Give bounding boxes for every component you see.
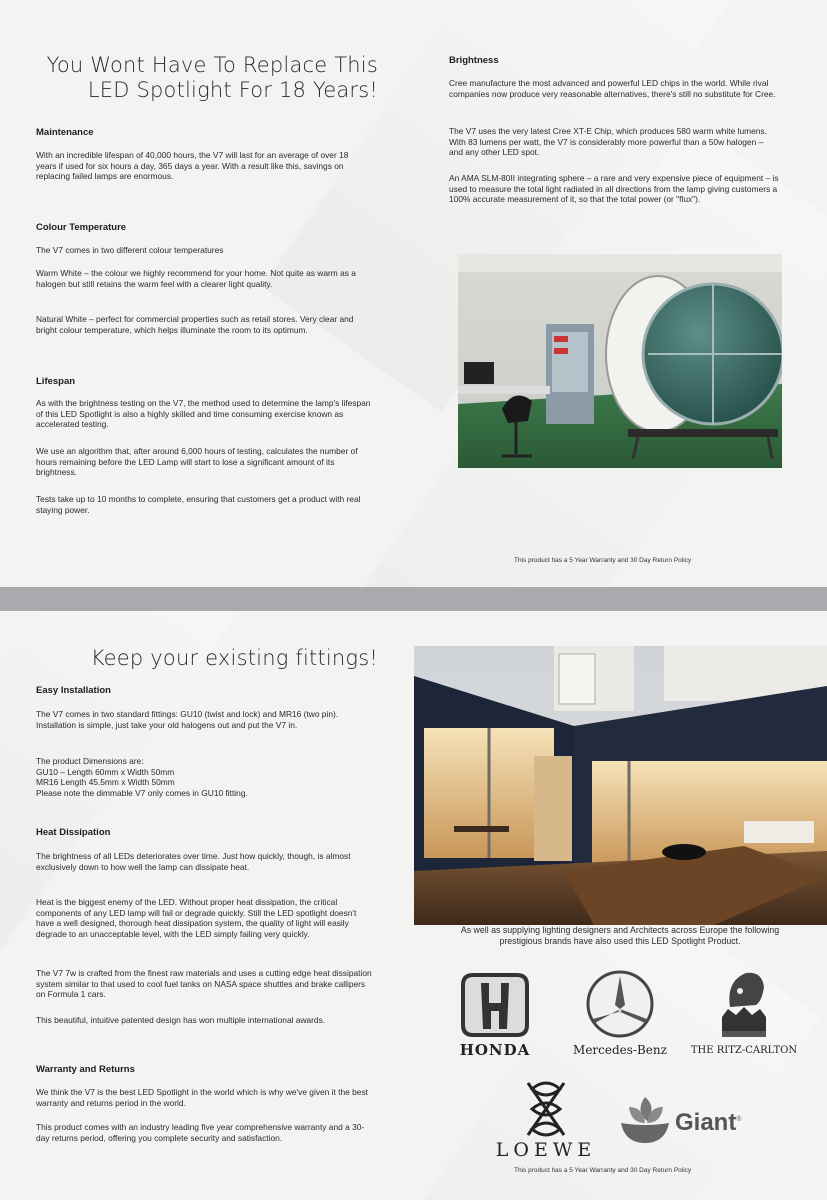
paragraph: Heat is the biggest enemy of the LED. Without proper heat dissipation, the critical components of any LED lamp will fail or degrade quickly. Still the LED spotlight doesn't have a well designed, thorough heat dissipation system, the quality of light will easily degrade to an unacceptable level, with the LED simply failing very quickly. [36,897,357,939]
paragraph: The brightness of all LEDs deteriorates over time. Just how quickly, though, is almost exclusively down to how well the lamp can dissipate heat. [36,851,351,872]
section-heading-colour-temperature: Colour Temperature [36,222,127,233]
headline-line-1: You Wont Have To Replace This [46,53,378,77]
paragraph: The V7 comes in two different colour temperatures [36,245,224,255]
paragraph: As with the brightness testing on the V7, the method used to determine the lamp's lifespan of this LED Spotlight is also a highly skilled and time consuming exercise known as accelerated testing. [36,398,371,430]
headline-line-1: Keep your existing fittings! [90,646,378,670]
paragraph: Tests take up to 10 months to complete, ensuring that customers get a product with real staying power. [36,494,361,515]
paragraph: The V7 comes in two standard fittings: GU10 (twist and lock) and MR16 (two pin). Installation is simple, just take your old halogens out and put the V7 in. [36,709,339,730]
giant-leaf-icon [615,1091,675,1151]
honda-logo [445,969,545,1061]
loewe-anagram-icon [492,1079,600,1139]
paragraph: The V7 uses the very latest Cree XT-E Chip, which produces 580 warm white lumens. With 83 lumens per watt, the V7 is considerably more powerful than a 50w halogen – and any other LED spot. [449,126,767,158]
lion-crown-icon [688,969,800,1045]
mercedes-wordmark: Mercedes-Benz [573,1043,667,1057]
brochure-page-1 [0,0,827,587]
honda-wordmark: HONDA [459,1041,531,1059]
paragraph: An AMA SLM-80II integrating sphere – a rare and very expensive piece of equipment – is used to measure the total light radiated in all directions from the lamp giving customers a 100% accurate measurement of it, so that the total power (or "flux"). [449,173,779,205]
paragraph: We use an algorithm that, after around 6,000 hours of testing, calculates the number of hours remaining before the LED Lamp will start to lose a significant amount of its brightness. [36,446,358,478]
paragraph: Natural White – perfect for commercial properties such as retail stores. Very clear and bright colour temperature, which helps illuminate the room to its optimum. [36,314,354,335]
page-separator [0,587,827,611]
ritz-carlton-logo [688,969,800,1061]
giant-wordmark: Giant® [675,1109,742,1136]
brands-intro-text: As well as supplying lighting designers and Architects across Europe the following prestigious brands have also used this LED Spotlight Product. [460,925,780,946]
headline-line-2: LED Spotlight For 18 Years! [87,78,378,102]
modern-house-photo [414,646,827,925]
paragraph: Warm White – the colour we highly recommend for your home. Not quite as warm as a halogen but still retains the warm feel with a clearer light quality. [36,268,356,289]
paragraph: Cree manufacture the most advanced and powerful LED chips in the world. While rival companies now produce very reasonable alternatives, there's still no substitute for Cree. [449,78,776,99]
section-heading-easy-installation: Easy Installation [36,685,111,696]
section-heading-warranty-and-returns: Warranty and Returns [36,1064,135,1075]
section-heading-lifespan: Lifespan [36,376,76,387]
loewe-logo [492,1079,600,1169]
registered-mark: ® [736,1116,742,1123]
mercedes-benz-logo [565,969,675,1061]
page-headline [18,646,378,671]
section-heading-maintenance: Maintenance [36,127,94,138]
warranty-footer: This product has a 5 Year Warranty and 30 Day Return Policy [514,557,692,564]
warranty-footer: This product has a 5 Year Warranty and 30 Day Return Policy [514,1167,692,1174]
integrating-sphere-photo [458,254,782,468]
brochure-page-2 [0,611,827,1200]
mercedes-star-icon [565,969,675,1041]
section-heading-brightness: Brightness [449,55,499,66]
dimensions-paragraph: The product Dimensions are: GU10 – Length 60mm x Width 50mm MR16 Length 45.5mm x Width 50mm Please note the dimmable V7 only comes in GU10 fitting. [36,756,248,798]
paragraph: With an incredible lifespan of 40,000 hours, the V7 will last for an average of over 18 years if used for six hours a day, 365 days a year. With a result like this, savings on replacing failed lamps are enormous. [36,150,349,182]
lab-illustration [458,254,782,468]
giant-logo [615,1091,765,1151]
paragraph: The V7 7w is crafted from the finest raw materials and uses a cutting edge heat dissipation system similar to that used to cool fuel tanks on NASA space shuttles and brake callipers on Formula 1 cars. [36,968,372,1000]
page-headline [18,53,378,103]
paragraph: This beautiful, intuitive patented design has won multiple international awards. [36,1015,326,1025]
paragraph: We think the V7 is the best LED Spotlight in the world which is why we've given it the best warranty and returns period in the world. [36,1087,368,1108]
paragraph: This product comes with an industry leading five year comprehensive warranty and a 30-day returns period, offering you complete security and satisfaction. [36,1122,365,1143]
loewe-wordmark: LOEWE [495,1139,597,1161]
honda-h-icon [445,969,545,1039]
section-heading-heat-dissipation: Heat Dissipation [36,827,111,838]
house-illustration [414,646,827,925]
ritz-carlton-wordmark: THE RITZ-CARLTON [690,1045,798,1056]
